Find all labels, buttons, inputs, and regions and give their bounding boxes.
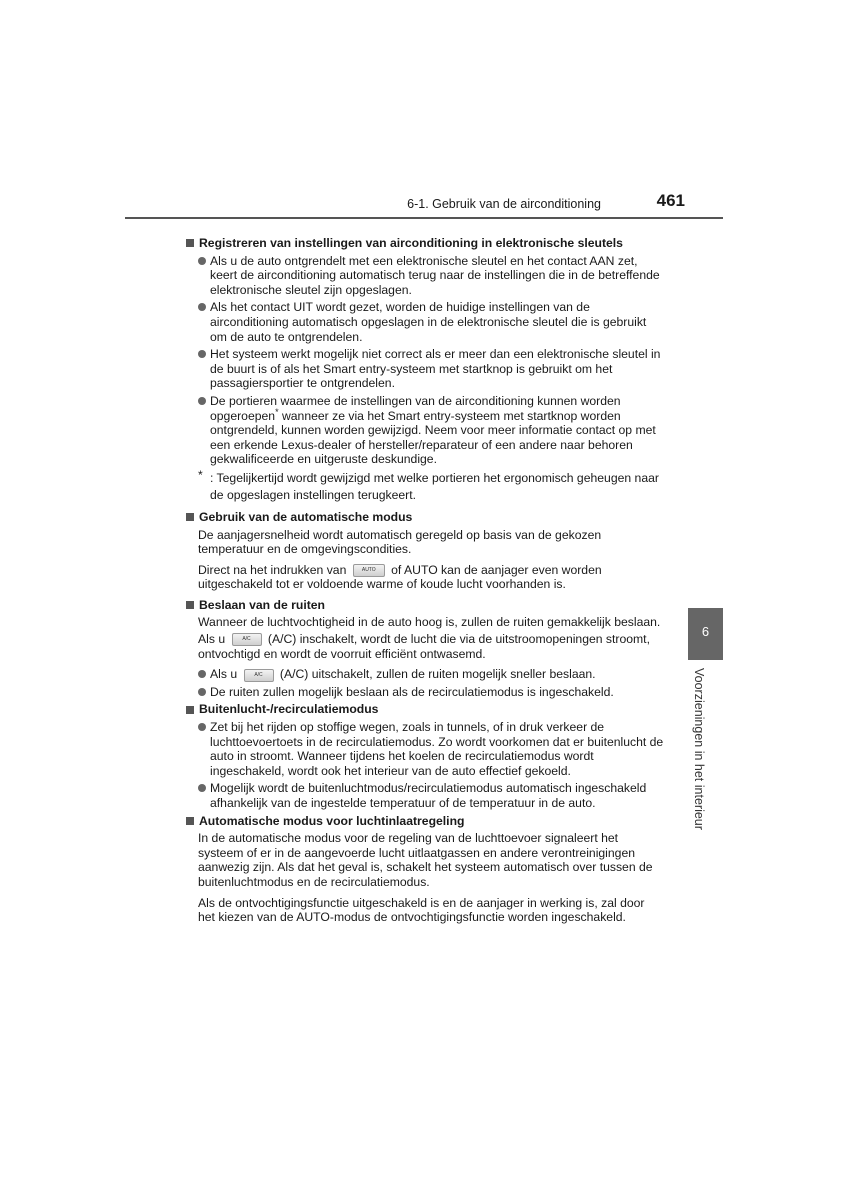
paragraph-text: Als u bbox=[198, 632, 226, 647]
ac-button-icon: A/C bbox=[232, 633, 262, 646]
paragraph-text: Direct na het indrukken van bbox=[198, 562, 347, 577]
bullet-text: Zet bij het rijden op stoffige wegen, zoals in tunnels, of in druk verkeer de luchttoevoertoets in de recirculatiemodus. Zo wordt voorkomen dat er buitenlucht de auto in stroomt. Wanneer tijdens het koelen de recirculatiemodus wordt ingeschakeld, wordt ook het interieur van de auto effectief gekoeld. bbox=[210, 720, 664, 778]
round-bullet-icon bbox=[198, 397, 206, 405]
square-bullet-icon bbox=[186, 239, 194, 247]
round-bullet-icon bbox=[198, 257, 206, 265]
page-header bbox=[125, 190, 723, 220]
heading-text: Registreren van instellingen van airconditioning in elektronische sleutels bbox=[199, 236, 623, 250]
square-bullet-icon bbox=[186, 817, 194, 825]
page-body bbox=[186, 236, 664, 931]
round-bullet-icon bbox=[198, 303, 206, 311]
page-number: 461 bbox=[656, 191, 685, 210]
paragraph: Wanneer de luchtvochtigheid in de auto hoog is, zullen de ruiten gemakkelijk beslaan. bbox=[198, 615, 661, 630]
paragraph-text: of AUTO kan de aanjager even worden uitgeschakeld tot er voldoende warme of koude lucht voorhanden is. bbox=[198, 562, 602, 592]
section-heading bbox=[186, 814, 664, 829]
bullet-text: wanneer ze via het Smart entry-systeem met startknop worden ontgrendeld, kunnen worden gewijzigd. Neem voor meer informatie contact op met een erkende Lexus-dealer of hersteller/reparateur of een andere naar behoren gekwalificeerde en uitgeruste deskundige. bbox=[210, 408, 656, 467]
round-bullet-icon bbox=[198, 350, 206, 358]
chapter-label: Voorzieningen in het interieur bbox=[692, 668, 706, 830]
ac-button-icon: A/C bbox=[244, 669, 274, 682]
heading-text: Beslaan van de ruiten bbox=[199, 597, 325, 612]
bullet-text: (A/C) uitschakelt, zullen de ruiten mogelijk sneller beslaan. bbox=[279, 667, 596, 682]
bullet-item bbox=[186, 685, 664, 700]
footnote-text: : Tegelijkertijd wordt gewijzigd met welke portieren het ergonomisch geheugen naar de opgeslagen instellingen terugkeert. bbox=[210, 470, 659, 502]
bullet-item bbox=[186, 300, 664, 344]
round-bullet-icon bbox=[198, 688, 206, 696]
section-heading bbox=[186, 702, 664, 717]
paragraph bbox=[186, 632, 664, 661]
paragraph-text: (A/C) inschakelt, wordt de lucht die via de uitstroomopeningen stroomt, ontvochtigd en wordt de voorruit efficiënt ontwasemd. bbox=[198, 632, 650, 661]
section-heading bbox=[186, 236, 664, 251]
bullet-text: Mogelijk wordt de buitenluchtmodus/recirculatiemodus automatisch ingeschakeld afhankelijk van de ingestelde temperatuur of de temperatuur in de auto. bbox=[210, 781, 647, 810]
heading-text: Automatische modus voor luchtinlaatregeling bbox=[199, 813, 465, 828]
section-title: 6-1. Gebruik van de airconditioning bbox=[407, 197, 601, 211]
square-bullet-icon bbox=[186, 601, 194, 609]
round-bullet-icon bbox=[198, 723, 206, 731]
bullet-text: Het systeem werkt mogelijk niet correct als er meer dan een elektronische sleutel in de buurt is of als het Smart entry-systeem met startknop is gebruikt om het passagiersportier te ontgrendelen. bbox=[210, 347, 661, 391]
paragraph: De aanjagersnelheid wordt automatisch geregeld op basis van de gekozen temperatuur en de omgevingscondities. bbox=[198, 527, 602, 557]
header-divider bbox=[125, 217, 723, 219]
section-heading bbox=[186, 510, 664, 525]
bullet-item bbox=[186, 781, 664, 810]
round-bullet-icon bbox=[198, 784, 206, 792]
paragraph: Als de ontvochtigingsfunctie uitgeschakeld is en de aanjager in werking is, zal door het kiezen van de AUTO-modus de ontvochtigingsfunctie worden ingeschakeld. bbox=[198, 895, 645, 925]
bullet-text: De ruiten zullen mogelijk beslaan als de recirculatiemodus is ingeschakeld. bbox=[210, 684, 614, 699]
bullet-text: De portieren waarmee de instellingen van de airconditioning kunnen worden opgeroepen bbox=[210, 393, 621, 423]
square-bullet-icon bbox=[186, 706, 194, 714]
paragraph: In de automatische modus voor de regeling van de luchttoevoer signaleert het systeem of er in de aangevoerde lucht uitlaatgassen en andere verontreinigingen aanwezig zijn. Als dat het geval is, schakelt het systeem automatisch over tussen de buitenluchtmodus en de recirculatiemodus. bbox=[198, 831, 653, 889]
chapter-tab: 6 bbox=[688, 608, 723, 660]
bullet-item bbox=[186, 394, 664, 467]
bullet-item bbox=[186, 347, 664, 391]
footnote-mark: * bbox=[198, 467, 203, 482]
heading-text: Buitenlucht-/recirculatiemodus bbox=[199, 702, 379, 717]
auto-button-icon: AUTO bbox=[353, 564, 385, 577]
round-bullet-icon bbox=[198, 670, 206, 678]
paragraph bbox=[186, 563, 664, 592]
section-heading bbox=[186, 598, 664, 613]
bullet-text: Als u de auto ontgrendelt met een elektronische sleutel en het contact AAN zet, keert de airconditioning automatisch terug naar de instellingen die in de betreffende elektronische sleutel zijn opgeslagen. bbox=[210, 253, 660, 297]
bullet-item bbox=[186, 254, 664, 298]
footnote-marker: * bbox=[275, 406, 279, 417]
footnote bbox=[186, 467, 664, 504]
bullet-item bbox=[186, 720, 664, 778]
square-bullet-icon bbox=[186, 513, 194, 521]
heading-text: Gebruik van de automatische modus bbox=[199, 509, 413, 524]
bullet-text: Als het contact UIT wordt gezet, worden de huidige instellingen van de airconditioning automatisch opgeslagen in de elektronische sleutel die is gebruikt om de auto te ontgrendelen. bbox=[210, 300, 647, 344]
bullet-text: Als u bbox=[210, 667, 238, 682]
bullet-item bbox=[186, 667, 664, 682]
